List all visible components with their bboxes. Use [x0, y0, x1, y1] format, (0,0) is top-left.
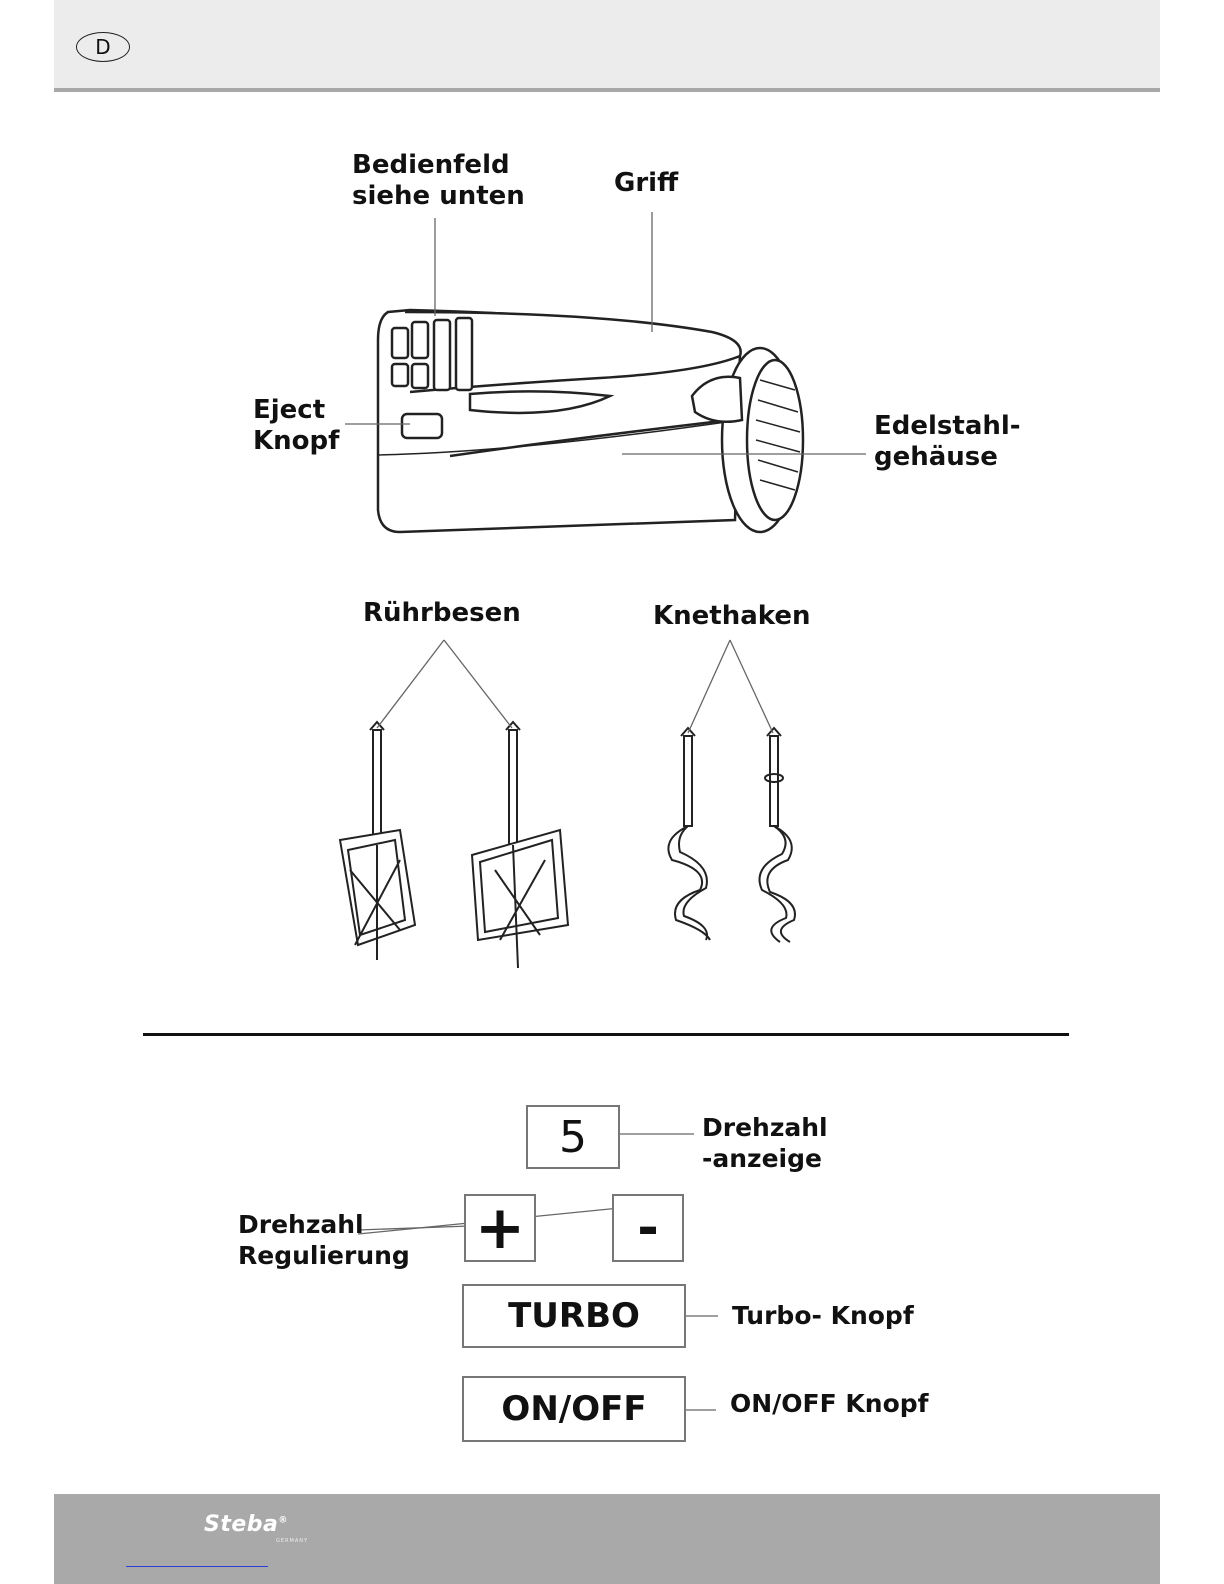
speed-display	[526, 1105, 620, 1169]
footer-link-underline	[126, 1566, 268, 1567]
housing-label: Edelstahl- gehäuse	[874, 411, 1021, 472]
hand-mixer-illustration	[378, 310, 803, 532]
brand-registered-mark: ®	[278, 1515, 288, 1526]
dough-hooks-label: Knethaken	[653, 601, 811, 631]
brand-logo	[204, 1512, 288, 1537]
control-panel-label: Bedienfeld siehe unten	[352, 150, 525, 211]
footer-bar	[54, 1494, 1160, 1584]
turbo-button-text: TURBO	[508, 1296, 640, 1336]
turbo-button[interactable]	[462, 1284, 686, 1348]
speed-regulation-label: Drehzahl Regulierung	[238, 1210, 410, 1270]
eject-button-label: Eject Knopf	[253, 395, 340, 456]
brand-subtitle: GERMANY	[276, 1538, 309, 1544]
speed-plus-button[interactable]	[464, 1194, 536, 1262]
onoff-button[interactable]	[462, 1376, 686, 1442]
onoff-button-label: ON/OFF Knopf	[730, 1389, 929, 1418]
onoff-button-text: ON/OFF	[501, 1389, 647, 1429]
plus-icon: +	[474, 1193, 526, 1263]
section-divider	[143, 1033, 1069, 1036]
handle-label: Griff	[614, 168, 679, 198]
beaters-label: Rührbesen	[363, 598, 521, 628]
brand-name: Steba	[204, 1512, 279, 1537]
minus-icon: -	[637, 1198, 659, 1258]
dough-hooks-illustration	[668, 728, 795, 942]
turbo-button-label: Turbo- Knopf	[732, 1301, 914, 1330]
speed-display-label: Drehzahl -anzeige	[702, 1113, 828, 1173]
beaters-illustration	[340, 722, 568, 968]
speed-display-value: 5	[559, 1111, 587, 1163]
language-badge: D	[76, 32, 130, 62]
speed-minus-button[interactable]	[612, 1194, 684, 1262]
